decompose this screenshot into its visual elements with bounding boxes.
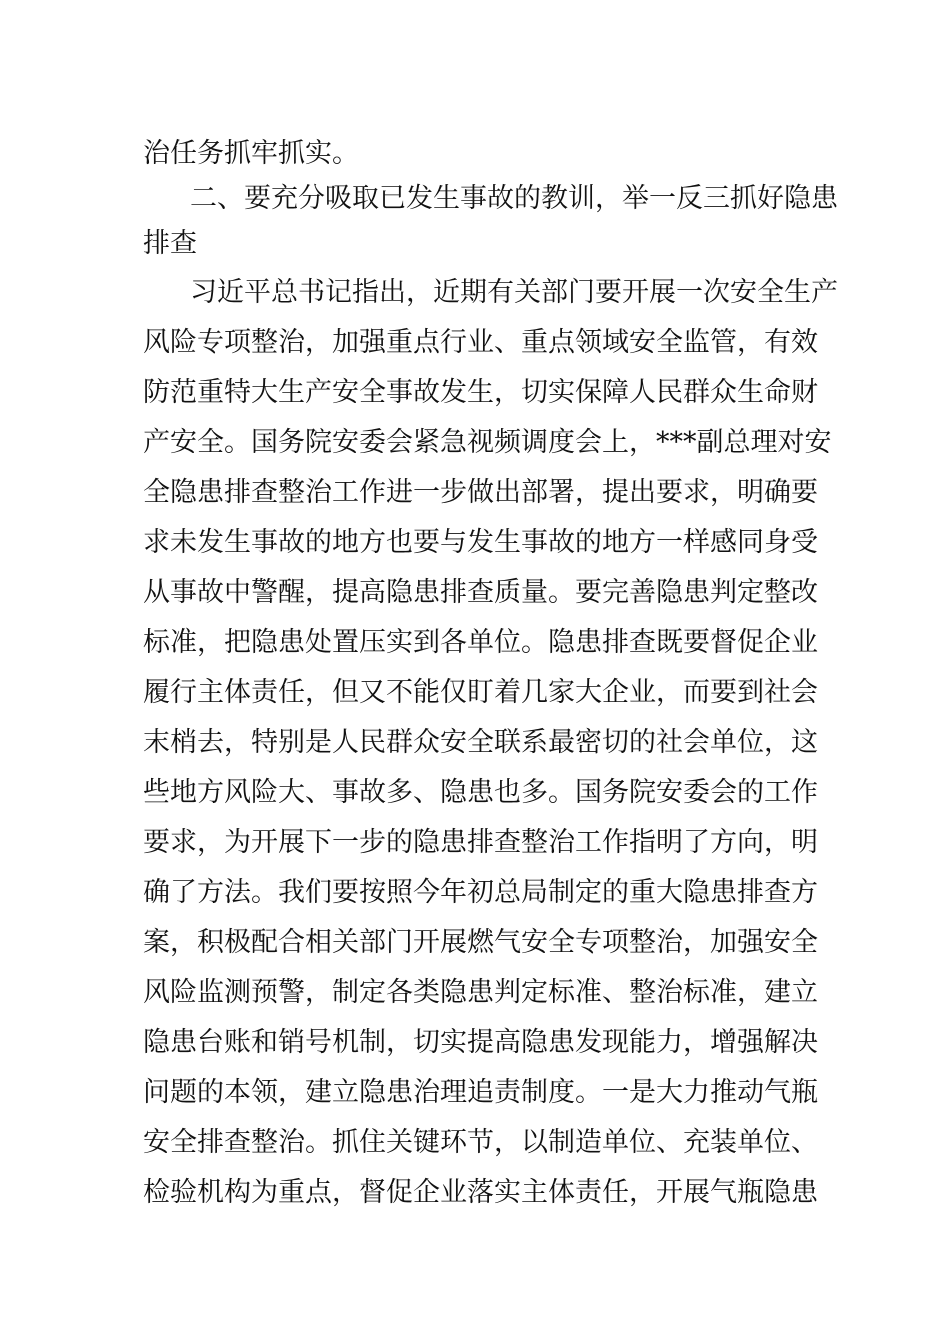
text-line: 些地方风险大、事故多、隐患也多。国务院安委会的工作 (143, 777, 818, 808)
text-line: 案，积极配合相关部门开展燃气安全专项整治，加强安全 (143, 927, 818, 958)
text-line: 防范重特大生产安全事故发生，切实保障人民群众生命财 (143, 377, 818, 408)
text-line: 风险专项整治，加强重点行业、重点领域安全监管，有效 (143, 327, 818, 358)
text-line: 安全排查整治。抓住关键环节，以制造单位、充装单位、 (143, 1127, 818, 1158)
section-heading-line: 二、要充分吸取已发生事故的教训，举一反三抓好隐患 (190, 183, 838, 214)
text-line: 履行主体责任，但又不能仅盯着几家大企业，而要到社会 (143, 677, 818, 708)
text-line: 问题的本领，建立隐患治理追责制度。一是大力推动气瓶 (143, 1077, 818, 1108)
text-line: 末梢去，特别是人民群众安全联系最密切的社会单位，这 (143, 727, 818, 758)
text-line: 习近平总书记指出，近期有关部门要开展一次安全生产 (190, 277, 838, 308)
text-line: 风险监测预警，制定各类隐患判定标准、整治标准，建立 (143, 977, 818, 1008)
text-line: 从事故中警醒，提高隐患排查质量。要完善隐患判定整改 (143, 577, 818, 608)
section-heading-line: 排查 (143, 228, 197, 259)
text-line: 要求，为开展下一步的隐患排查整治工作指明了方向，明 (143, 827, 818, 858)
text-line: 全隐患排查整治工作进一步做出部署，提出要求，明确要 (143, 477, 818, 508)
text-line: 治任务抓牢抓实。 (143, 138, 359, 169)
text-line: 检验机构为重点，督促企业落实主体责任，开展气瓶隐患 (143, 1177, 818, 1208)
text-line: 标准，把隐患处置压实到各单位。隐患排查既要督促企业 (143, 627, 818, 658)
text-line: 隐患台账和销号机制，切实提高隐患发现能力，增强解决 (143, 1027, 818, 1058)
text-line: 求未发生事故的地方也要与发生事故的地方一样感同身受 (143, 527, 818, 558)
text-line: 产安全。国务院安委会紧急视频调度会上，***副总理对安 (143, 427, 832, 458)
text-line: 确了方法。我们要按照今年初总局制定的重大隐患排查方 (143, 877, 818, 908)
